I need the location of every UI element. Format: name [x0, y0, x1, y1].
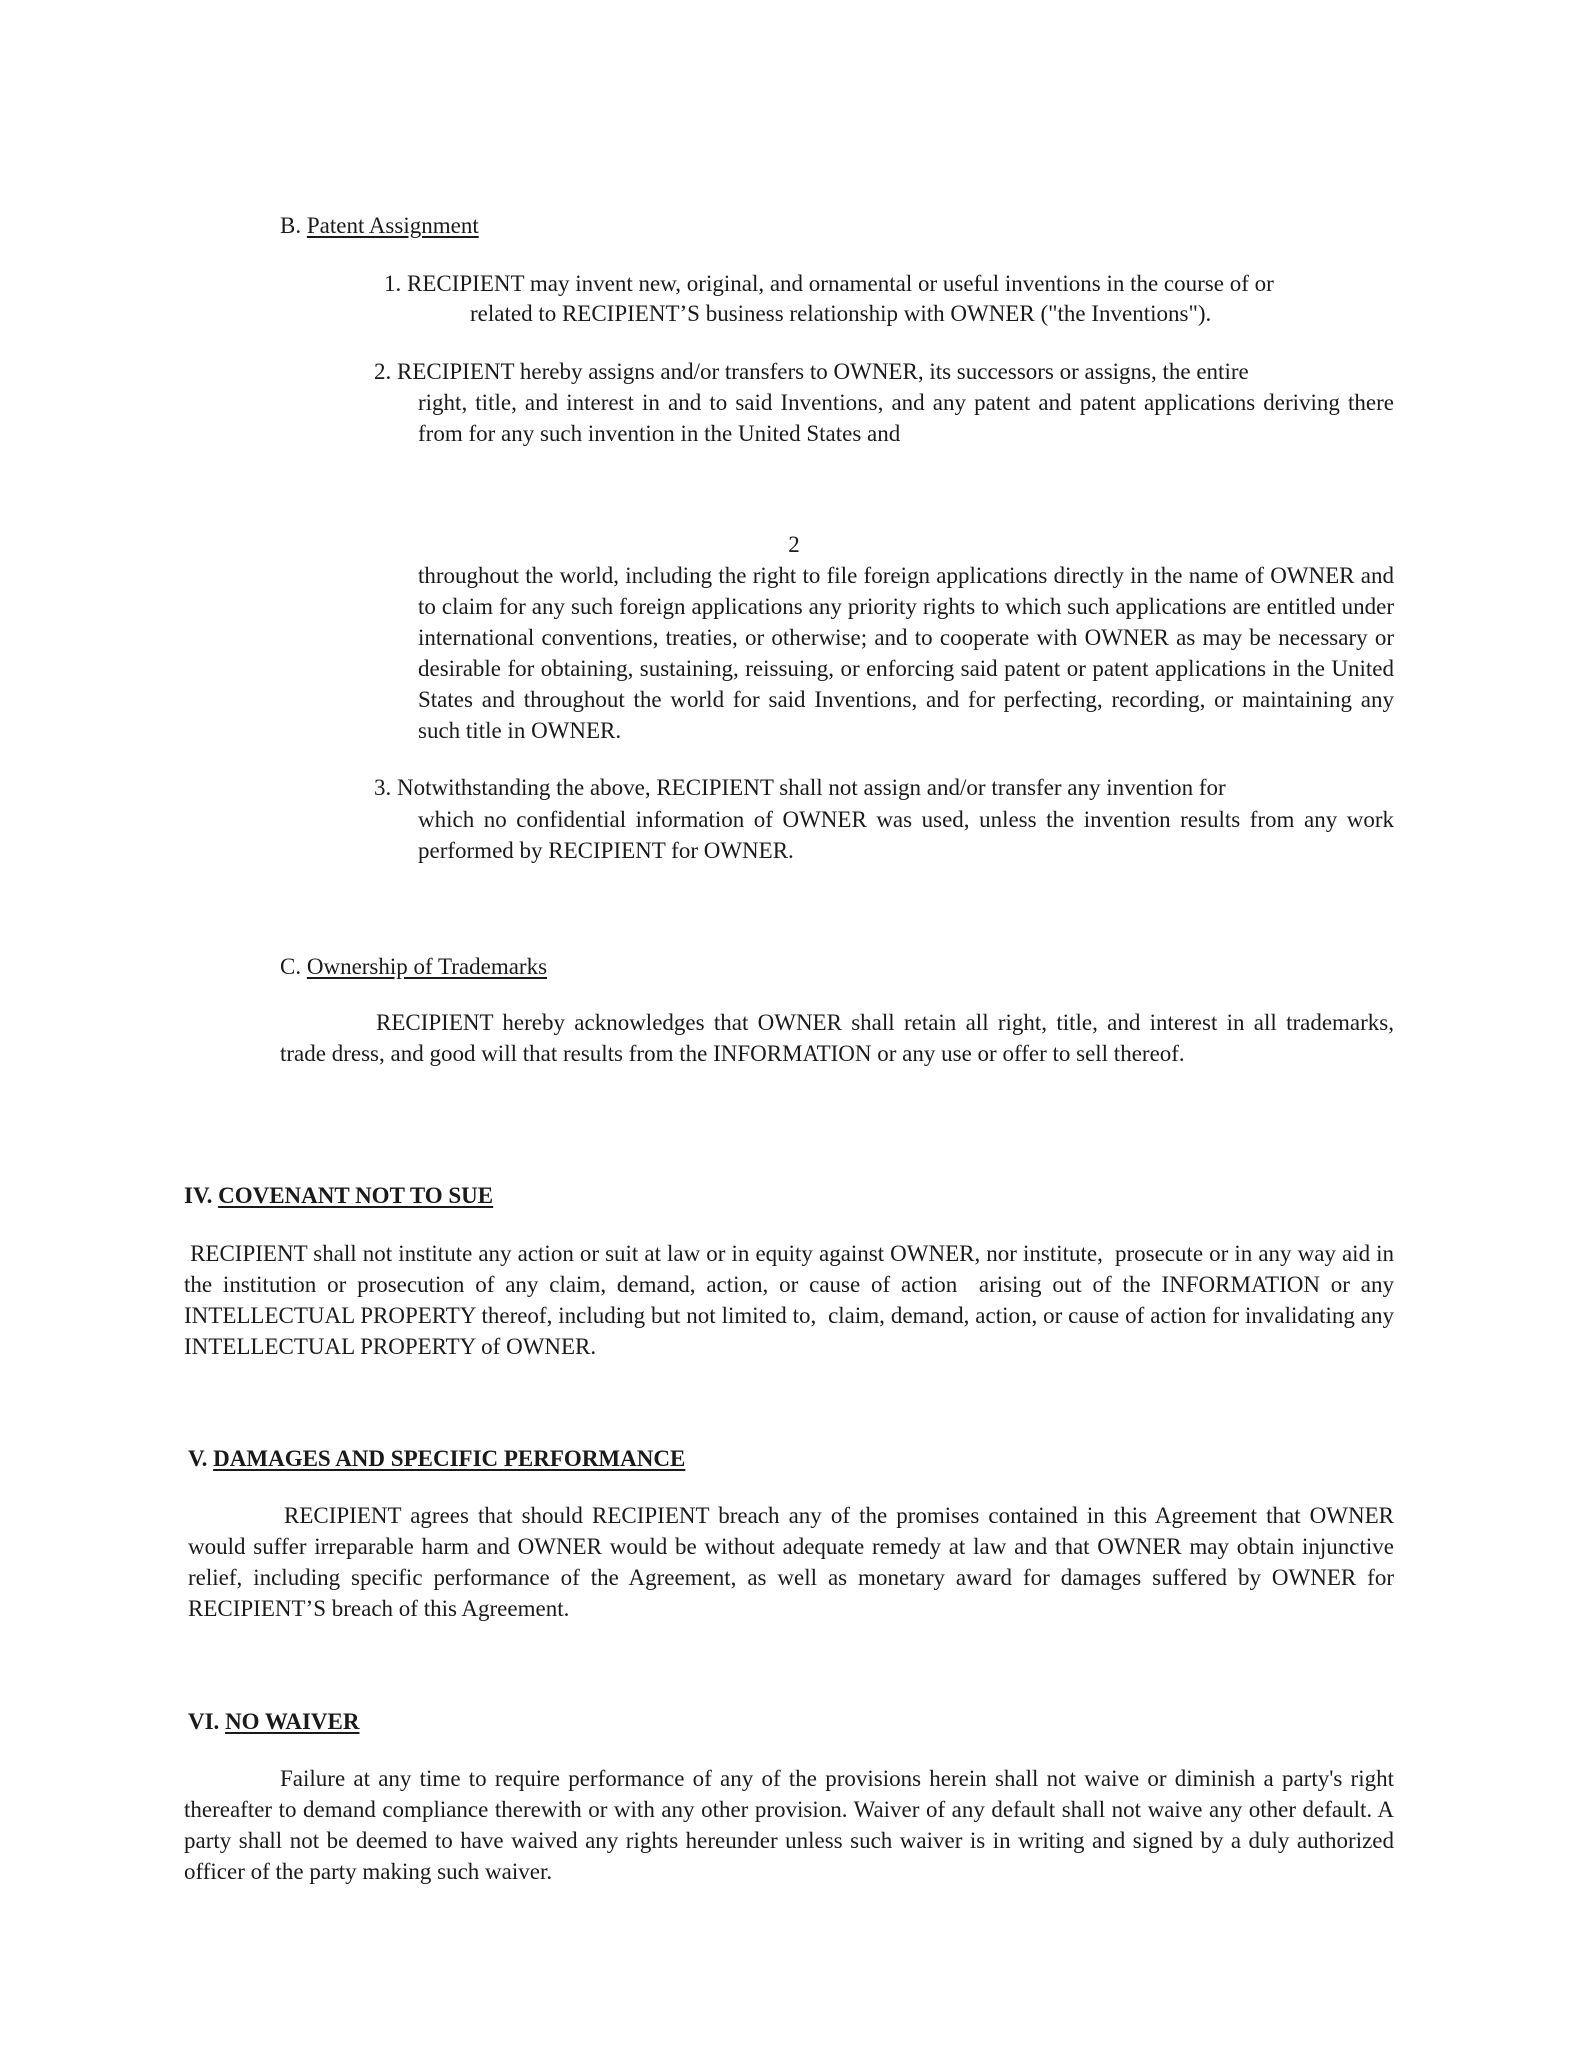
patent-item-2-rest: right, title, and interest in and to said Inventions, and any patent and patent applications deriving there from for any such invention in the United States and: [418, 390, 1394, 446]
patent-item-3-number: 3.: [374, 775, 392, 800]
section-b-title: Patent Assignment: [306, 213, 479, 238]
patent-item-2-continued: throughout the world, including the right to file foreign applications directly in the name of OWNER and to claim for any such foreign applications any priority rights to which such applications are entitled under international conventions, treaties, or otherwise; and to cooperate with OWNER as may be necessary or desirable for obtaining, sustaining, reissuing, or enforcing said patent or patent applications in the United States and throughout the world for said Inventions, and for perfecting, recording, or maintaining any such title in OWNER.: [418, 563, 1394, 743]
waiver-body: Failure at any time to require performance of any of the provisions herein shall not waive or diminish a party's right thereafter to demand compliance therewith or with any other provision. Waiver of any default shall not waive any other default. A party shall not be deemed to have waived any rights hereunder unless such waiver is in writing and signed by a duly authorized officer of the party making such waiver.: [184, 1766, 1394, 1884]
section-vi-title: NO WAIVER: [225, 1709, 360, 1734]
section-v-heading: [188, 1443, 685, 1474]
section-vi-numeral: VI.: [188, 1709, 220, 1734]
patent-item-3-first-line: Notwithstanding the above, RECIPIENT shall not assign and/or transfer any invention for: [397, 775, 1226, 800]
patent-item-3: [374, 772, 1394, 803]
patent-item-1-number: 1.: [384, 271, 402, 296]
patent-item-1-line2: related to RECIPIENT’S business relationship with OWNER ("the Inventions").: [470, 301, 1212, 326]
section-iv-title: COVENANT NOT TO SUE: [218, 1183, 494, 1208]
covenant-body: RECIPIENT shall not institute any action or suit at law or in equity against OWNER, nor institute, prosecute or in any way aid in the institution or prosecution of any claim, demand, action, or cause of action arising out of the INFORMATION or any INTELLECTUAL PROPERTY thereof, including but not limited to, claim, demand, action, or cause of action for invalidating any INTELLECTUAL PROPERTY of OWNER.: [184, 1241, 1400, 1359]
section-v-title: DAMAGES AND SPECIFIC PERFORMANCE: [213, 1446, 686, 1471]
section-iv-heading: [184, 1180, 493, 1211]
section-b-letter: B.: [280, 213, 302, 238]
section-b-heading: [280, 210, 479, 241]
trademarks-body: RECIPIENT hereby acknowledges that OWNER shall retain all right, title, and interest in all trademarks, trade dress, and good will that results from the INFORMATION or any use or offer to sell thereof.: [280, 1010, 1394, 1066]
patent-item-2: [374, 356, 1394, 387]
section-vi-heading: [188, 1706, 359, 1737]
patent-item-1: [384, 268, 1394, 299]
patent-item-2-number: 2.: [374, 359, 392, 384]
patent-item-1-line1: RECIPIENT may invent new, original, and ornamental or useful inventions in the course of or: [407, 271, 1274, 296]
patent-item-2-first-line: RECIPIENT hereby assigns and/or transfers to OWNER, its successors or assigns, the entire: [397, 359, 1249, 384]
section-c-heading: [280, 951, 547, 982]
damages-body: RECIPIENT agrees that should RECIPIENT breach any of the promises contained in this Agreement that OWNER would suffer irreparable harm and OWNER would be without adequate remedy at law and that OWNER may obtain injunctive relief, including specific performance of the Agreement, as well as monetary award for damages suffered by OWNER for RECIPIENT’S breach of this Agreement.: [188, 1503, 1394, 1621]
section-c-title: Ownership of Trademarks: [306, 954, 548, 979]
patent-item-3-rest: which no confidential information of OWNER was used, unless the invention results from any work performed by RECIPIENT for OWNER.: [418, 807, 1394, 863]
section-iv-numeral: IV.: [184, 1183, 213, 1208]
section-c-letter: C.: [280, 954, 302, 979]
section-v-numeral: V.: [188, 1446, 208, 1471]
page-number: 2: [788, 532, 800, 557]
